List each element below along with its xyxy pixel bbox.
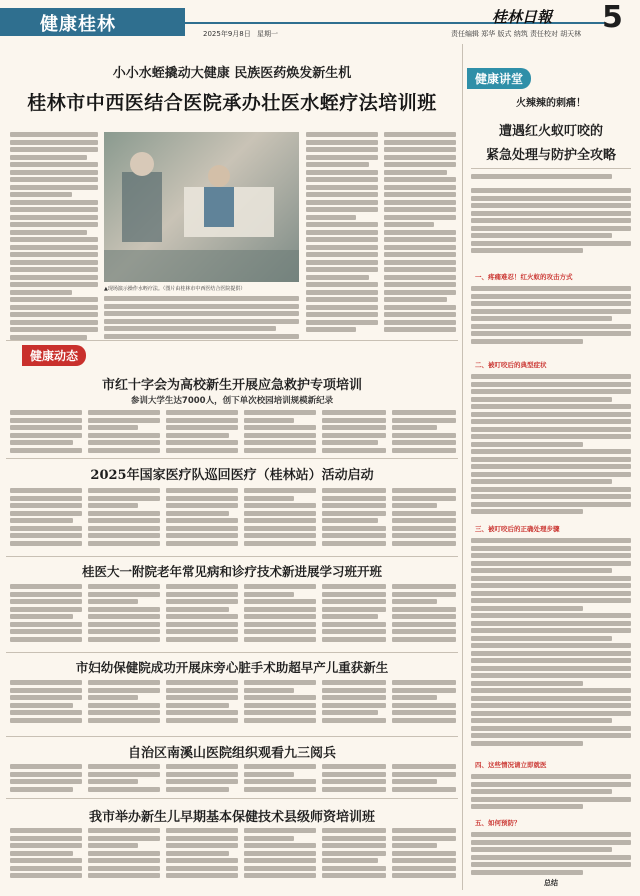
page-number: 5: [602, 0, 623, 35]
article-body: [88, 680, 160, 725]
article-body: [322, 680, 386, 725]
article-title: 市红十字会为高校新生开展应急救护专项培训: [101, 378, 362, 393]
page-header: [0, 0, 640, 40]
lead-body-col4: [384, 132, 456, 335]
divider: [6, 458, 458, 459]
credit-label: 版式: [497, 30, 512, 38]
article-body: [392, 828, 456, 881]
article-body: [10, 680, 82, 725]
article-body: [392, 584, 456, 644]
divider: [471, 168, 631, 169]
article-body: [392, 680, 456, 725]
article-body: [244, 410, 316, 455]
article-body: [322, 410, 386, 455]
date-text: 2025年9月8日: [203, 30, 251, 38]
sidebar-section-body: [471, 286, 631, 346]
lead-story: [6, 44, 458, 340]
article-body: [10, 764, 82, 794]
article-body: [244, 680, 316, 725]
article-body: [392, 488, 456, 548]
sidebar-intro: [471, 188, 631, 256]
article-body: [166, 584, 238, 644]
credit-name: 纳筑: [513, 30, 528, 38]
article-3: [6, 558, 458, 650]
article-2: [6, 460, 458, 554]
article-title: 2025年国家医疗队巡回医疗（桂林站）活动启动: [90, 468, 374, 483]
column-rule: [462, 44, 463, 890]
article-title: 市妇幼保健院成功开展床旁心脏手术助超早产儿重获新生: [75, 660, 389, 675]
article-body: [88, 488, 160, 548]
sidebar-section-body: [471, 832, 631, 877]
article-body: [166, 488, 238, 548]
article-body: [322, 764, 386, 794]
sidebar-kicker: 火辣辣的刺痛！: [516, 98, 586, 109]
sidebar-section-heading: 五、如何预防？: [475, 819, 521, 827]
credit-label: 责任编辑: [451, 30, 479, 38]
article-body: [166, 764, 238, 794]
sidebar-section-heading: 一、疼痛难忍！红火蚁的攻击方式: [475, 273, 573, 281]
article-5: [6, 738, 458, 796]
lead-body-bottom: [104, 296, 299, 341]
weekday-text: 星期一: [256, 30, 278, 38]
divider: [6, 556, 458, 557]
sidebar-summary-heading: 总结: [544, 879, 558, 887]
sidebar-section-heading: 四、这些情况请立即就医: [475, 761, 547, 769]
credit-name: 胡天林: [560, 30, 582, 38]
sidebar-tag: 健康讲堂: [467, 68, 531, 89]
divider: [6, 736, 458, 737]
article-body: [322, 488, 386, 548]
sidebar-byline: [471, 174, 631, 182]
article-body: [10, 584, 82, 644]
sidebar-section-body: [471, 374, 631, 517]
divider: [6, 798, 458, 799]
sidebar-section-heading: 三、被叮咬后的正确处理步骤: [475, 525, 560, 533]
lead-kicker: 小小水蛭撬动大健康 民族医药焕发新生机: [112, 66, 352, 81]
lead-photo: [104, 132, 299, 282]
article-title: 桂医大一附院老年常见病和诊疗技术新进展学习班开班: [81, 564, 382, 579]
article-body: [244, 828, 316, 881]
article-6: [6, 800, 458, 890]
article-body: [166, 680, 238, 725]
article-body: [322, 584, 386, 644]
divider: [6, 652, 458, 653]
credit-name: 郑华: [481, 30, 496, 38]
lead-body-col1: [10, 132, 98, 342]
column-tag: 健康动态: [22, 345, 86, 366]
lead-body-col3: [306, 132, 378, 335]
credit-label: 责任校对: [529, 30, 558, 38]
lead-headline: 桂林市中西医结合医院承办壮医水蛭疗法培训班: [27, 92, 437, 114]
article-1: [6, 360, 458, 456]
article-body: [244, 488, 316, 548]
article-body: [10, 828, 82, 881]
article-body: [166, 828, 238, 881]
photo-placeholder-icon: [104, 132, 299, 282]
article-subtitle: 参训大学生达7000人，创下单次校园培训规模新纪录: [130, 396, 334, 406]
sidebar-headline-line1: 遭遇红火蚁叮咬的: [498, 124, 603, 139]
sidebar-section-heading: 二、被叮咬后的典型症状: [475, 361, 547, 369]
divider: [6, 340, 458, 341]
article-body: [322, 828, 386, 881]
page-date: [203, 29, 278, 39]
article-body: [10, 410, 82, 455]
article-body: [244, 584, 316, 644]
article-body: [392, 764, 456, 794]
masthead-logo: 桂林日報: [492, 8, 553, 26]
article-body: [88, 410, 160, 455]
sidebar-section-body: [471, 774, 631, 812]
article-body: [166, 410, 238, 455]
lead-photo-caption: ▲现场演示操作水蛭疗法。（图片由桂林市中西医结合医院提供）: [104, 286, 246, 292]
sidebar-headline-line2: 紧急处理与防护全攻略: [485, 148, 616, 163]
article-body: [244, 764, 316, 794]
sidebar-section-body: [471, 538, 631, 748]
section-title: 健康桂林: [40, 14, 116, 35]
article-body: [392, 410, 456, 455]
article-body: [88, 764, 160, 794]
article-body: [88, 828, 160, 881]
article-body: [88, 584, 160, 644]
editor-credits: [451, 29, 581, 39]
article-title: 我市举办新生儿早期基本保健技术县级师资培训班: [88, 810, 375, 825]
article-4: [6, 654, 458, 734]
article-title: 自治区南溪山医院组织观看九三阅兵: [127, 746, 336, 761]
article-body: [10, 488, 82, 548]
sidebar-health-lecture: [467, 64, 635, 890]
